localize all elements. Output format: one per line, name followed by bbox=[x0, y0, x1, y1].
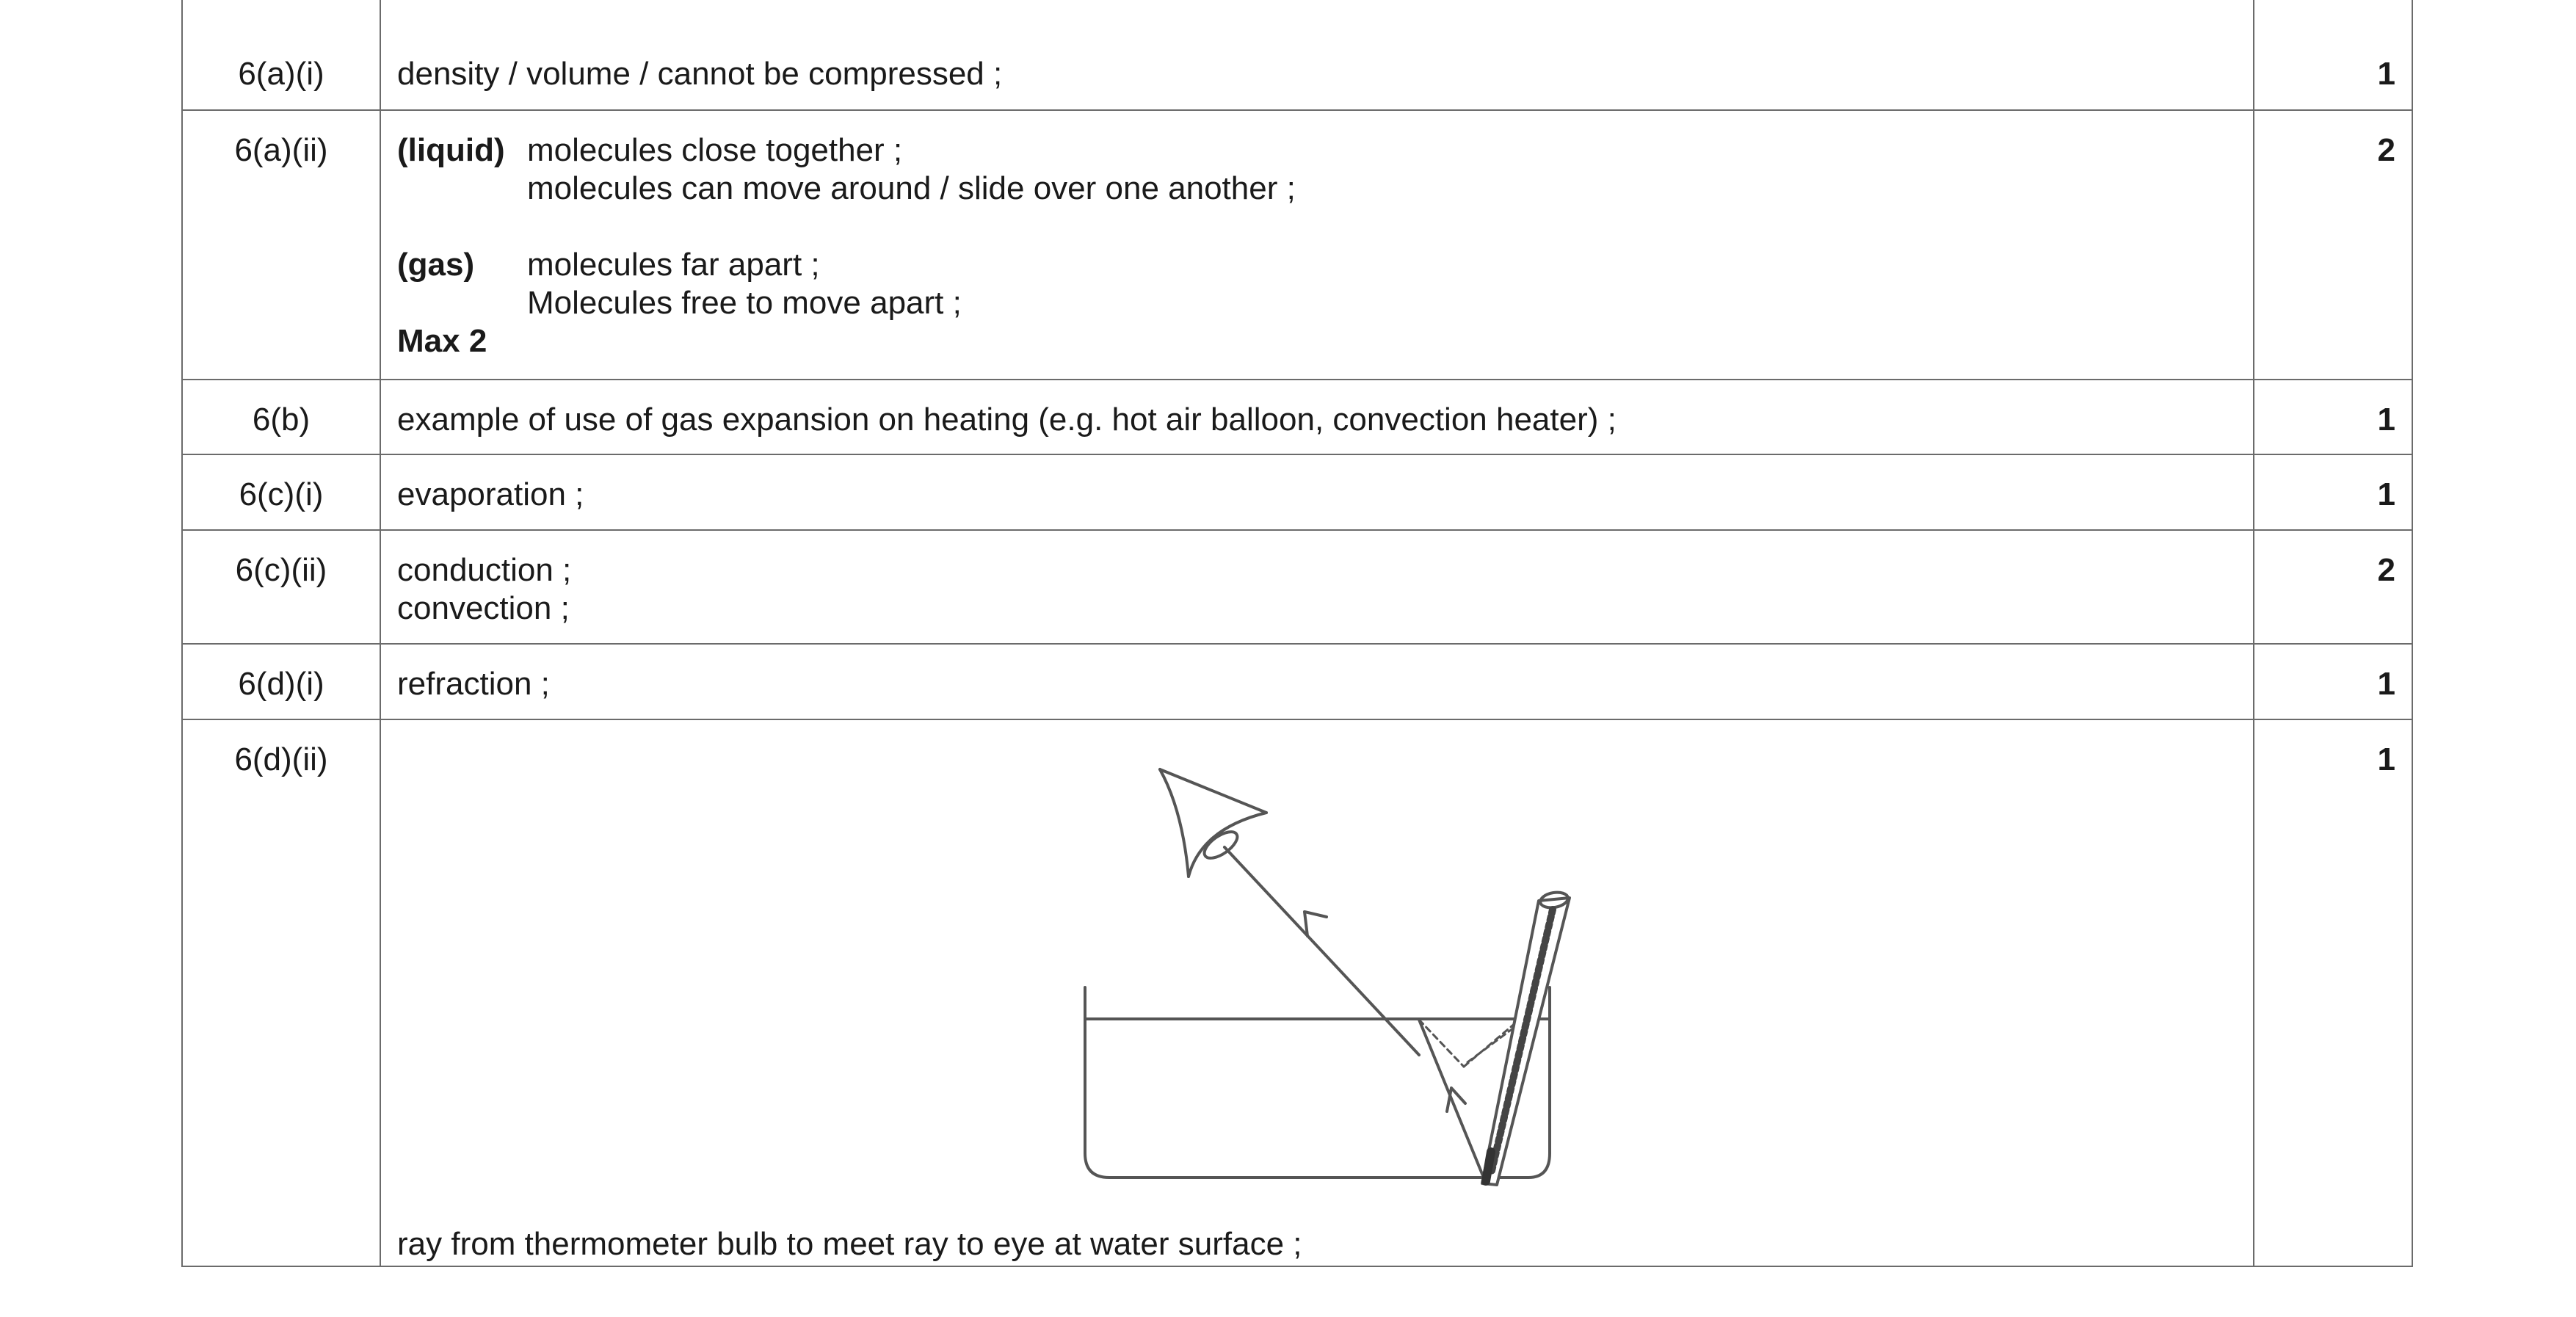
marks-value: 1 bbox=[2377, 56, 2395, 92]
eye-icon bbox=[1160, 769, 1266, 877]
question-number: 6(b) bbox=[252, 402, 311, 438]
answer-cell bbox=[380, 110, 2254, 380]
table-row bbox=[182, 454, 2412, 530]
marks-value: 1 bbox=[2377, 666, 2395, 702]
table-row bbox=[182, 719, 2412, 1266]
answer-block bbox=[381, 531, 2253, 628]
marks-cell bbox=[2254, 530, 2412, 644]
answer-text: density / volume / cannot be compressed ; bbox=[397, 56, 1003, 92]
refraction-diagram bbox=[397, 741, 2237, 1262]
thermometer-icon bbox=[1482, 890, 1570, 1185]
answer-text: ray from thermometer bulb to meet ray to eye at water surface ; bbox=[397, 1226, 1302, 1262]
refracted-ray bbox=[1419, 1020, 1485, 1181]
table-row bbox=[182, 380, 2412, 454]
answer-cell bbox=[380, 719, 2254, 1266]
table-row bbox=[182, 110, 2412, 380]
marks-value: 2 bbox=[2377, 552, 2395, 588]
marks-cell bbox=[2254, 0, 2412, 110]
answer-cell bbox=[380, 454, 2254, 530]
question-number-cell bbox=[182, 380, 380, 454]
answer-line-2: convection ; bbox=[397, 590, 570, 626]
liquid-line-1: molecules close together ; bbox=[527, 132, 903, 168]
answer-text: refraction ; bbox=[397, 666, 550, 702]
answer-block bbox=[381, 111, 2253, 360]
gas-line-2: Molecules free to move apart ; bbox=[527, 285, 962, 321]
mark-scheme-table bbox=[181, 0, 2413, 1267]
question-number: 6(a)(ii) bbox=[234, 132, 328, 168]
refraction-diagram-svg bbox=[397, 741, 2237, 1222]
question-number-cell bbox=[182, 110, 380, 380]
marks-value: 2 bbox=[2377, 132, 2395, 168]
gas-label: (gas) bbox=[397, 247, 475, 283]
ray-to-eye bbox=[1224, 847, 1419, 1055]
liquid-line-2: molecules can move around / slide over one another ; bbox=[527, 170, 1296, 206]
marks-value: 1 bbox=[2377, 476, 2395, 512]
question-number-cell bbox=[182, 644, 380, 719]
answer-cell bbox=[380, 380, 2254, 454]
beaker-of-water bbox=[1085, 987, 1550, 1178]
question-number: 6(a)(i) bbox=[238, 56, 324, 92]
question-number: 6(d)(i) bbox=[238, 666, 324, 702]
marks-cell bbox=[2254, 644, 2412, 719]
question-number: 6(d)(ii) bbox=[234, 741, 328, 777]
question-number-cell bbox=[182, 0, 380, 110]
answer-text: example of use of gas expansion on heating (e.g. hot air balloon, convection heater) ; bbox=[397, 402, 1617, 438]
answer-block bbox=[381, 720, 2253, 1262]
question-number: 6(c)(i) bbox=[239, 476, 324, 512]
question-number-cell bbox=[182, 454, 380, 530]
question-number: 6(c)(ii) bbox=[235, 552, 327, 588]
table-row bbox=[182, 0, 2412, 110]
answer-cell bbox=[380, 644, 2254, 719]
marks-value: 1 bbox=[2377, 402, 2395, 438]
marks-cell bbox=[2254, 380, 2412, 454]
answer-text: evaporation ; bbox=[397, 476, 584, 512]
marks-value: 1 bbox=[2377, 741, 2395, 777]
marks-cell bbox=[2254, 719, 2412, 1266]
liquid-label: (liquid) bbox=[397, 132, 505, 168]
max-marks-note: Max 2 bbox=[397, 323, 487, 359]
question-number-cell bbox=[182, 719, 380, 1266]
gas-line-1: molecules far apart ; bbox=[527, 247, 820, 283]
answer-line-1: conduction ; bbox=[397, 552, 572, 588]
question-number-cell bbox=[182, 530, 380, 644]
table-row bbox=[182, 530, 2412, 644]
gas-answer-group bbox=[397, 246, 2237, 322]
marks-cell bbox=[2254, 454, 2412, 530]
table-row bbox=[182, 644, 2412, 719]
liquid-answer-group bbox=[397, 131, 2237, 208]
answer-cell bbox=[380, 530, 2254, 644]
marks-cell bbox=[2254, 110, 2412, 380]
answer-cell bbox=[380, 0, 2254, 110]
